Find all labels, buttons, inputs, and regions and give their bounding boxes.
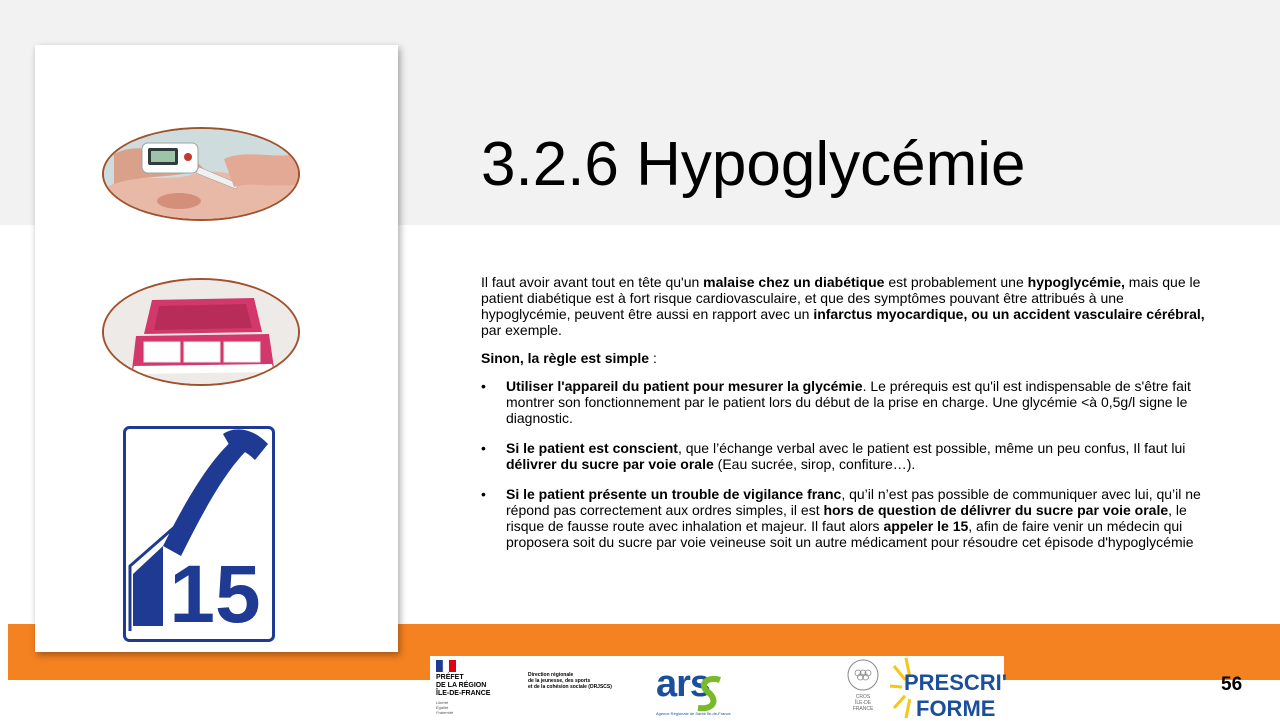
rule-paragraph: Sinon, la règle est simple : — [481, 350, 657, 366]
slide-content — [481, 274, 1211, 564]
page-number: 56 — [1221, 674, 1243, 695]
list-item: • Utiliser l'appareil du patient pour mesurer la glycémie. Le prérequis est qu'il est indispensable de s'être fait montrer son fonctionnement par le patient lors du début de la prise en charge. Une glycémie <à 0,5g/l signe le diagnostic. — [481, 378, 1191, 426]
sugar-box-photo — [102, 278, 300, 386]
prefet-logo: PRÉFET DE LA RÉGION ÎLE-DE-FRANCE Liberté Égalité Fraternité — [432, 656, 522, 720]
list-item: • Si le patient présente un trouble de vigilance franc, qu’il n’est pas possible de communiquer avec lui, qu’il ne répond pas correctement aux ordres simples, il est hors de question de délivrer du sucre par voie orale, le risque de fausse route avec inhalation et majeur. Il faut alors appeler le 15, afin de faire venir un médecin qui proposera soit du sucre par voie veineuse soit un autre médicament pour résoudre cet épisode d'hypoglycémie — [481, 486, 1201, 550]
ars-logo: ars Agence Régionale de Santé Île-de-France — [656, 663, 731, 716]
list-item: • Si le patient est conscient, que l’échange verbal avec le patient est possible, même un peu confus, Il faut lui délivrer du sucre par voie orale (Eau sucrée, sirop, confiture…). — [481, 440, 1186, 472]
slide-title: 3.2.6 Hypoglycémie — [481, 130, 1026, 199]
partner-logos-strip — [430, 656, 1008, 721]
bullet-dot: • — [481, 486, 486, 502]
svg-text:15: 15 — [169, 549, 261, 640]
glucometer-photo — [102, 127, 300, 221]
drjscs-logo: Direction régionale de la jeunesse, des sports et de la cohésion sociale (DRJSCS) — [528, 672, 612, 690]
cros-logo: CROS ÎLE-DE FRANCE — [836, 656, 894, 720]
prescriforme-logo: PRESCRI' FORME — [890, 656, 1004, 720]
intro-paragraph: Il faut avoir avant tout en tête qu'un malaise chez un diabétique est probablement une hypoglycémie, mais que le patient diabétique est à fort risque cardiovasculaire, et que des symptômes pouvant être attribués à une hypoglycémie, peuvent être aussi en rapport avec un infarctus myocardique, ou un accident vasculaire cérébral, par exemple. — [481, 274, 1205, 338]
image-sidebar-card — [35, 45, 398, 652]
samu-15-phone-sign — [123, 426, 275, 642]
bullet-dot: • — [481, 440, 486, 456]
bullet-dot: • — [481, 378, 486, 394]
bullet-list — [481, 378, 1211, 550]
